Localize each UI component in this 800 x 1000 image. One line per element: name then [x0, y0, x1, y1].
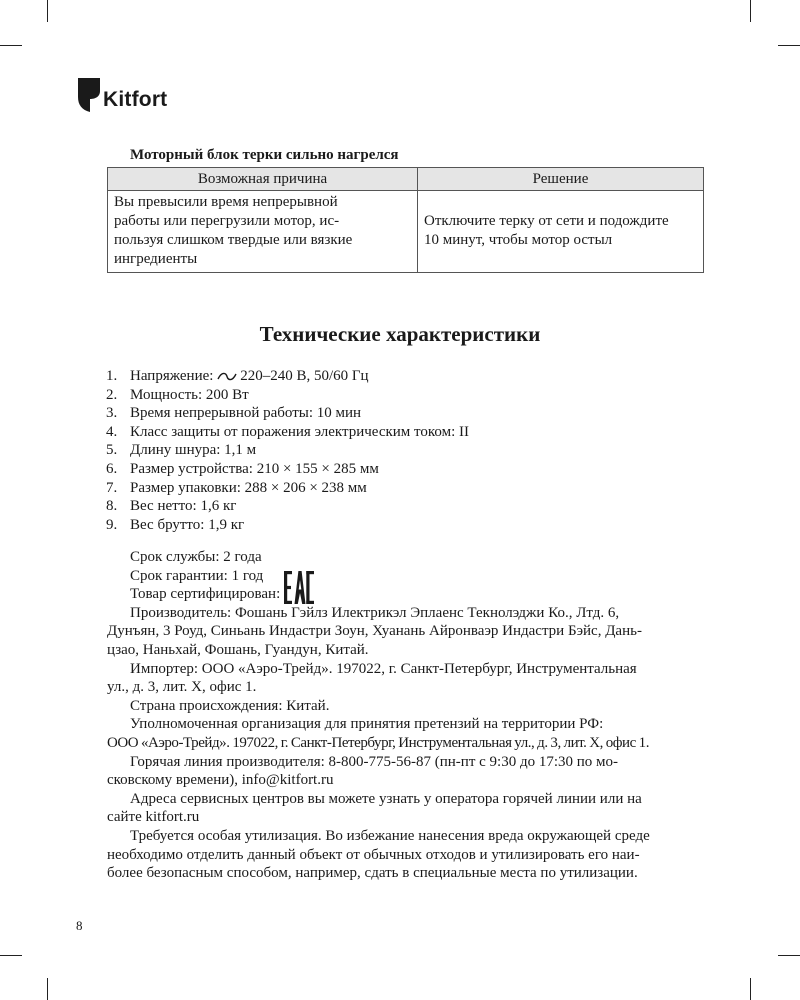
text-line: ул., д. 3, лит. Х, офис 1. [107, 679, 257, 696]
ac-tilde-icon [217, 372, 237, 381]
spec-value: 220–240 В, 50/60 Гц [240, 368, 369, 384]
text-line: Уполномоченная организация для принятия претензий на территории РФ: [130, 716, 604, 733]
solution-line: 10 минут, чтобы мотор остыл [424, 232, 613, 248]
list-item [106, 423, 469, 442]
disposal-note [107, 827, 707, 883]
list-number: 1. [106, 368, 118, 384]
list-item [106, 386, 469, 405]
list-item [106, 497, 469, 516]
text-line: Адреса сервисных центров вы можете узнать у оператора горячей линии или на [130, 790, 642, 807]
solution-cell [418, 191, 704, 273]
list-item [106, 404, 469, 423]
crop-mark [750, 0, 751, 22]
list-number: 8. [106, 498, 118, 515]
text-line: ООО «Аэро-Трейд». 197022, г. Санкт-Петербург, Инструментальная ул., д. 3, лит. Х, офис 1. [107, 734, 649, 751]
origin-country: Страна происхождения: Китай. [130, 697, 330, 714]
list-number: 6. [106, 460, 118, 477]
header-cause: Возможная причина [108, 168, 418, 191]
text-line: Производитель: Фошань Гэйлз Илектрикэл Эплаенс Текнолэджи Ко., Лтд. 6, [130, 604, 620, 621]
certification-row [107, 585, 707, 604]
cause-cell [108, 191, 418, 273]
crop-mark [0, 955, 22, 956]
list-item [106, 441, 469, 460]
spec-text: Размер устройства: 210 × 155 × 285 мм [130, 460, 379, 477]
certification-label: Товар сертифицирован: [130, 586, 281, 603]
list-item [106, 367, 469, 386]
spec-text [130, 367, 369, 386]
text-line: сайте kitfort.ru [107, 809, 200, 826]
list-number: 5. [106, 442, 118, 459]
crop-mark [778, 955, 800, 956]
warranty: Срок гарантии: 1 год [130, 567, 264, 584]
cause-line: ингредиенты [114, 251, 198, 267]
manufacturer [107, 604, 707, 660]
cause-line: Вы превысили время непрерывной [114, 194, 338, 210]
specs-list [106, 367, 469, 534]
kitfort-logo-icon [78, 78, 100, 112]
list-item [106, 460, 469, 479]
spec-text: Вес брутто: 1,9 кг [130, 516, 245, 533]
list-number: 3. [106, 405, 118, 422]
text-line: Горячая линия производителя: 8-800-775-56-87 (пн-пт с 9:30 до 17:30 по мо- [130, 753, 619, 770]
brand-logo [78, 78, 167, 112]
header-solution: Решение [418, 168, 704, 191]
text-line: Требуется особая утилизация. Во избежание нанесения вреда окружающей среде [130, 827, 650, 844]
cause-line: пользуя слишком твердые или вязкие [114, 232, 353, 248]
list-item [106, 479, 469, 498]
specs-title: Технические характеристики [259, 322, 541, 346]
service-centers [107, 790, 707, 827]
hotline [107, 753, 707, 790]
crop-mark [47, 0, 48, 22]
table-header-row [108, 168, 704, 191]
list-item [106, 516, 469, 535]
page-number: 8 [76, 918, 83, 933]
crop-mark [750, 978, 751, 1000]
table-row [108, 191, 704, 273]
list-number: 2. [106, 386, 118, 403]
brand-name: Kitfort [103, 88, 168, 111]
text-line: цзао, Наньхай, Фошань, Гуандун, Китай. [107, 641, 369, 658]
text-line: более безопасным способом, например, сдать в специальные места по утилизации. [107, 865, 638, 882]
text-line: Импортер: ООО «Аэро-Трейд». 197022, г. Санкт-Петербург, Инструментальная [130, 660, 637, 677]
spec-text: Класс защиты от поражения электрическим током: II [130, 423, 470, 440]
eac-mark-icon [284, 571, 314, 604]
trouble-table [107, 167, 704, 273]
authorized-organization [107, 715, 707, 752]
spec-text: Длину шнура: 1,1 м [130, 442, 257, 459]
text-line: сковскому времени), info@kitfort.ru [107, 772, 334, 789]
list-number: 9. [106, 516, 118, 533]
spec-text: Мощность: 200 Вт [130, 386, 249, 403]
service-life: Срок службы: 2 года [130, 549, 262, 565]
text-line: необходимо отделить данный объект от обычных отходов и утилизировать его наи- [107, 846, 640, 863]
info-block [107, 548, 707, 883]
list-number: 7. [106, 479, 118, 496]
trouble-heading: Моторный блок терки сильно нагрелся [130, 147, 399, 163]
spec-text: Размер упаковки: 288 × 206 × 238 мм [130, 479, 367, 496]
crop-mark [0, 45, 22, 46]
spec-label: Напряжение: [130, 368, 214, 384]
crop-mark [47, 978, 48, 1000]
crop-mark [778, 45, 800, 46]
solution-line: Отключите терку от сети и подождите [424, 213, 669, 229]
list-number: 4. [106, 423, 118, 440]
spec-text: Вес нетто: 1,6 кг [130, 498, 237, 515]
text-line: Дунъян, 3 Роуд, Синьань Индастри Зоун, Хуанань Айронваэр Индастри Бэйс, Дань- [107, 623, 642, 640]
spec-text: Время непрерывной работы: 10 мин [130, 405, 362, 422]
importer [107, 660, 707, 697]
cause-line: работы или перегрузили мотор, ис- [114, 213, 340, 229]
